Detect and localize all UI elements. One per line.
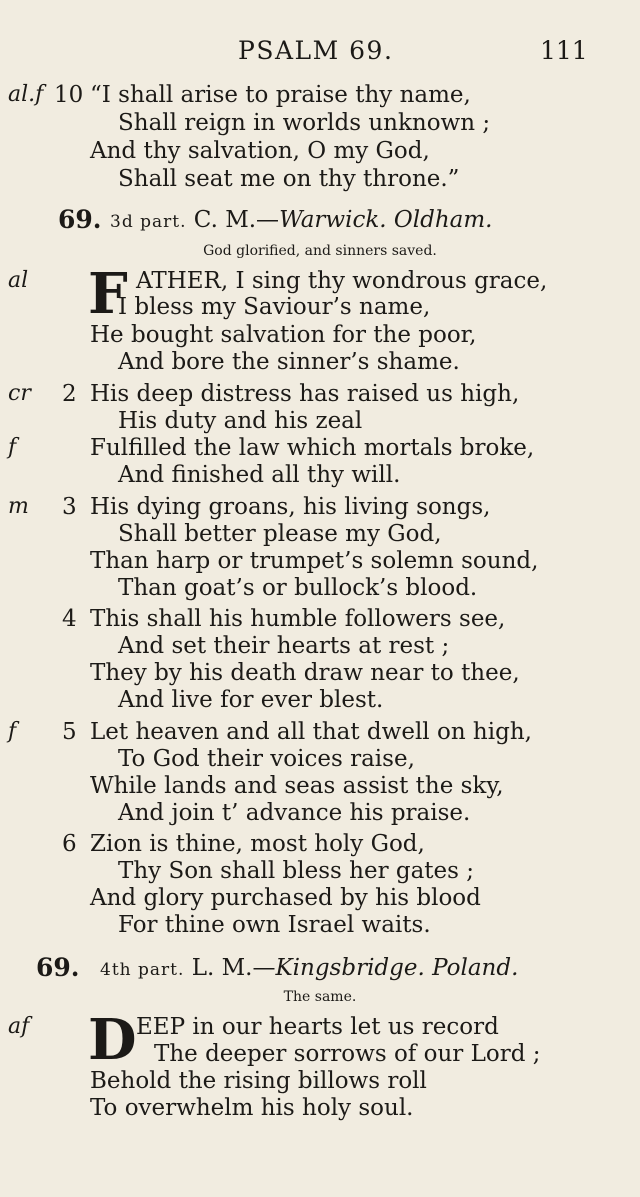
dynamic-mark: al [8,268,29,293]
dynamic-mark: f [8,435,17,460]
stanza-number: 6 [62,831,77,857]
verse-line [0,347,640,377]
verse-text: And live for ever blest. [118,687,384,713]
verse-text: Behold the rising billows roll [90,1068,427,1094]
stanza-number: 2 [62,381,77,407]
verse-line [0,604,640,634]
hymn-part: 3d part. [110,212,187,232]
verse-line [0,910,640,940]
stanza-number: 5 [62,719,77,745]
verse-line [0,829,640,859]
verse-text: Than goat’s or bullock’s blood. [118,575,478,601]
verse-text: Let heaven and all that dwell on high, [90,719,532,745]
verse-text: While lands and seas assist the sky, [90,773,504,799]
verse-text: “I shall arise to praise thy name, [90,82,471,108]
dynamic-mark: f [8,719,17,744]
verse-text: And thy salvation, O my God, [90,138,430,164]
verse-text: For thine own Israel waits. [118,912,431,938]
dynamic-mark: af [8,1014,30,1039]
verse-line [0,1066,640,1096]
verse-text: Shall seat me on thy throne.” [118,166,460,192]
verse-text: Shall reign in worlds unknown ; [118,110,491,136]
verse-text: He bought salvation for the poor, [90,322,477,348]
hymn-number: 69. [36,953,80,982]
hymn-meter: L. M.— [191,955,276,981]
hymn-subtitle: God glorified, and sinners saved. [203,243,437,259]
running-title: PSALM 69. [238,36,394,65]
hymn-meter: C. M.— [193,207,280,233]
hymn-number: 69. [58,205,102,234]
verse-line [0,883,640,913]
verse-text: His dying groans, his living songs, [90,494,491,520]
verse-line [0,460,640,490]
hymn-part: 4th part. [100,960,185,980]
drop-cap: F [88,261,128,327]
verse-text: They by his death draw near to thee, [90,660,520,686]
verse-line [0,856,640,886]
verse-line [0,164,640,194]
hymn-subtitle: The same. [283,989,357,1005]
page-header [0,32,640,72]
hymn-heading [0,952,640,984]
verse-text: And glory purchased by his blood [90,885,481,911]
page-number: 111 [540,36,588,65]
verse-text: To God their voices raise, [118,746,415,772]
verse-text: To overwhelm his holy soul. [90,1095,414,1121]
drop-cap: D [88,1007,137,1073]
verse-text: And finished all thy will. [118,462,401,488]
verse-text: This shall his humble followers see, [90,606,506,632]
verse-text: And bore the sinner’s shame. [118,349,460,375]
verse-line [0,658,640,688]
hymn-meter-line [110,204,492,238]
stanza-number: 3 [62,494,77,520]
verse-line [0,744,640,774]
verse-line [0,573,640,603]
verse-text: The deeper sorrows of our Lord ; [154,1041,541,1067]
verse-text: Thy Son shall bless her gates ; [118,858,475,884]
verse-line [0,1093,640,1123]
dynamic-mark: al.f [8,82,44,107]
verse-line [0,136,640,166]
verse-text: Than harp or trumpet’s solemn sound, [90,548,539,574]
verse-text: His duty and his zeal [118,408,363,434]
verse-line [0,80,640,110]
verse-line [0,631,640,661]
verse-text: His deep distress has raised us high, [90,381,520,407]
verse-line [0,771,640,801]
hymn-heading [0,204,640,236]
verse-text: Shall better please my God, [118,521,442,547]
verse-line [0,717,640,747]
verse-line [0,519,640,549]
dynamic-mark: cr [8,381,31,406]
verse-line [0,1039,640,1069]
verse-text: And set their hearts at rest ; [118,633,450,659]
verse-text: I bless my Saviour’s name, [118,294,431,320]
verse-text: Fulfilled the law which mortals broke, [90,435,535,461]
stanza-number: 4 [62,606,77,632]
verse-line [0,492,640,522]
verse-line [0,108,640,138]
hymn-tunes: Warwick. Oldham. [279,207,493,233]
hymn-meter-line [100,952,518,986]
hymn-tunes: Kingsbridge. Poland. [275,955,519,981]
verse-line [0,433,640,463]
verse-text: Zion is thine, most holy God, [90,831,425,857]
verse-line [0,546,640,576]
verse-line [0,379,640,409]
dynamic-mark: m [8,494,29,519]
verse-line [0,320,640,350]
stanza-number: 10 [54,82,84,108]
verse-text: ATHER, I sing thy wondrous grace, [136,268,548,294]
verse-line [0,406,640,436]
verse-text: EEP in our hearts let us record [136,1014,499,1040]
verse-line [0,685,640,715]
verse-text: And join t’ advance his praise. [118,800,471,826]
verse-line [0,292,640,322]
verse-line [0,798,640,828]
